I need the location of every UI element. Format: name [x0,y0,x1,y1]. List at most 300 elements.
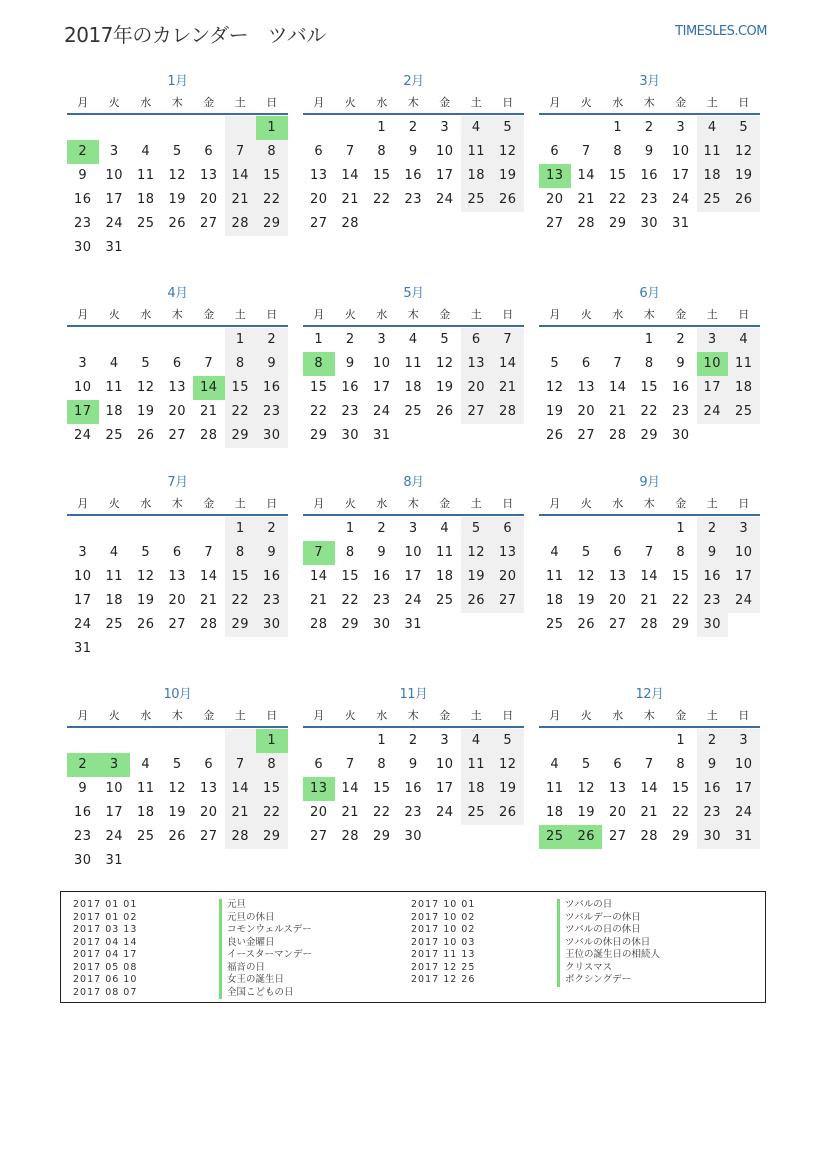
holiday-name: ボクシングデー [557,974,660,987]
weekday-label: 火 [108,308,120,321]
day-cell: 14 [492,352,524,376]
day-cell: 30 [73,853,92,868]
weekday-label: 金 [439,497,451,510]
header-divider [303,514,524,516]
day-grid [303,729,524,849]
day-cell: 28 [577,216,596,231]
holiday-date: 2017 10 02 [411,924,476,935]
holiday-day-cell: 13 [539,164,571,188]
day-cell: 15 [256,777,288,801]
day-cell: 12 [728,140,760,164]
month-name: 5月 [403,286,424,301]
day-cell: 21 [199,593,218,608]
day-cell: 23 [404,805,423,820]
day-cell: 5 [141,545,151,560]
day-cell: 18 [136,192,155,207]
weekday-label: 水 [376,709,388,722]
day-cell: 12 [577,781,596,796]
day-cell: 13 [608,781,627,796]
weekday-label: 木 [643,709,655,722]
day-cell: 16 [671,380,690,395]
empty-day-cell [193,729,225,753]
day-cell: 28 [341,829,360,844]
holiday-legend [60,891,766,1003]
header-divider [539,514,760,516]
day-cell: 2 [676,332,686,347]
day-cell: 6 [172,356,182,371]
legend-column-names-left [219,899,312,999]
weekday-label: 金 [439,709,451,722]
empty-day-cell [99,116,131,140]
weekday-label: 月 [77,709,89,722]
day-cell: 22 [256,188,288,212]
empty-day-cell [539,517,571,541]
month-11 [303,686,524,849]
day-cell: 23 [341,404,360,419]
holiday-date: 2017 01 01 [73,899,138,910]
header-divider [303,113,524,115]
day-cell: 19 [136,404,155,419]
day-cell: 20 [168,593,187,608]
day-cell: 20 [199,805,218,820]
day-cell: 22 [640,404,659,419]
weekday-label: 金 [675,308,687,321]
day-cell: 11 [697,140,729,164]
day-cell: 22 [225,589,257,613]
holiday-date: 2017 04 17 [73,949,138,960]
day-cell: 17 [728,777,760,801]
day-cell: 29 [341,617,360,632]
month-name: 8月 [403,475,424,490]
weekday-label: 火 [108,497,120,510]
day-cell: 18 [728,376,760,400]
day-cell: 29 [640,428,659,443]
day-cell: 24 [435,805,454,820]
holiday-day-cell: 2 [67,753,99,777]
weekday-header [303,305,524,325]
day-cell: 21 [199,404,218,419]
brand-link[interactable]: TIMESLES.COM [675,24,767,39]
weekday-label: 月 [77,96,89,109]
weekday-label: 火 [108,709,120,722]
day-cell: 10 [73,380,92,395]
weekday-label: 水 [376,497,388,510]
day-cell: 19 [492,164,524,188]
holiday-day-cell: 26 [571,825,603,849]
day-cell: 3 [78,356,88,371]
day-cell: 4 [141,144,151,159]
empty-day-cell [99,729,131,753]
weekday-header [303,494,524,514]
weekday-header [67,93,288,113]
day-cell: 4 [728,328,760,352]
day-cell: 23 [404,192,423,207]
empty-day-cell [539,116,571,140]
weekday-label: 火 [580,308,592,321]
weekday-label: 水 [140,308,152,321]
empty-day-cell [67,729,99,753]
day-cell: 15 [256,164,288,188]
day-cell: 29 [225,424,257,448]
day-cell: 27 [199,216,218,231]
day-cell: 14 [225,164,257,188]
empty-day-cell [303,116,335,140]
day-cell: 10 [73,569,92,584]
holiday-date: 2017 10 01 [411,899,476,910]
day-cell: 7 [581,144,591,159]
day-cell: 27 [199,829,218,844]
empty-day-cell [99,328,131,352]
day-cell: 27 [309,829,328,844]
day-grid [67,517,288,661]
day-cell: 21 [492,376,524,400]
day-cell: 2 [377,521,387,536]
day-cell: 7 [345,757,355,772]
day-cell: 7 [492,328,524,352]
day-cell: 15 [608,168,627,183]
day-cell: 19 [492,777,524,801]
day-cell: 24 [404,593,423,608]
day-cell: 1 [314,332,324,347]
day-cell: 13 [168,569,187,584]
day-cell: 8 [225,541,257,565]
day-cell: 13 [199,168,218,183]
day-cell: 24 [671,192,690,207]
day-cell: 30 [640,216,659,231]
weekday-label: 月 [77,497,89,510]
day-cell: 27 [577,428,596,443]
holiday-date: 2017 01 02 [73,911,138,923]
empty-day-cell [193,517,225,541]
day-cell: 20 [461,376,493,400]
day-cell: 17 [671,168,690,183]
holiday-name: ツバルデーの休日 [557,912,660,925]
empty-day-cell [67,328,99,352]
day-cell: 10 [435,757,454,772]
weekday-label: 水 [612,308,624,321]
empty-day-cell [193,116,225,140]
day-cell: 11 [545,569,564,584]
holiday-date: 2017 03 13 [73,924,138,935]
month-name: 7月 [167,475,188,490]
weekday-label: 月 [313,96,325,109]
weekday-label: 月 [549,497,561,510]
legend-column-dates-right [411,899,475,987]
day-cell: 19 [728,164,760,188]
day-cell: 2 [256,328,288,352]
day-cell: 17 [73,593,92,608]
header-divider [67,325,288,327]
day-cell: 16 [341,380,360,395]
day-cell: 17 [697,376,729,400]
day-cell: 15 [671,569,690,584]
day-cell: 6 [204,757,214,772]
day-cell: 13 [577,380,596,395]
day-cell: 28 [492,400,524,424]
day-cell: 16 [73,192,92,207]
day-cell: 22 [256,801,288,825]
day-cell: 9 [676,356,686,371]
day-cell: 11 [105,380,124,395]
day-cell: 24 [105,216,124,231]
day-grid [539,328,760,448]
day-cell: 29 [372,829,391,844]
day-cell: 27 [168,617,187,632]
weekday-label: 月 [313,308,325,321]
day-cell: 8 [377,144,387,159]
weekday-header [67,706,288,726]
day-cell: 31 [671,216,690,231]
weekday-label: 木 [643,96,655,109]
weekday-label: 水 [612,709,624,722]
day-cell: 11 [461,140,493,164]
month-10 [67,686,288,873]
day-cell: 14 [341,168,360,183]
holiday-day-cell: 13 [303,777,335,801]
empty-day-cell [162,328,194,352]
holiday-day-cell: 8 [303,352,335,376]
day-cell: 31 [105,853,124,868]
day-cell: 16 [73,805,92,820]
weekday-label: 水 [140,497,152,510]
weekday-label: 木 [407,308,419,321]
holiday-day-cell: 1 [256,729,288,753]
day-cell: 1 [613,120,623,135]
day-cell: 16 [697,565,729,589]
day-cell: 13 [199,781,218,796]
day-cell: 18 [545,593,564,608]
holiday-date: 2017 04 14 [73,936,138,948]
day-cell: 8 [225,352,257,376]
weekday-label: 日 [738,709,750,722]
day-cell: 5 [728,116,760,140]
day-cell: 29 [309,428,328,443]
weekday-label: 金 [203,709,215,722]
empty-day-cell [130,729,162,753]
weekday-header [67,305,288,325]
empty-day-cell [130,328,162,352]
day-cell: 5 [492,729,524,753]
weekday-label: 火 [344,709,356,722]
empty-day-cell [303,517,335,541]
day-cell: 30 [372,617,391,632]
day-cell: 27 [309,216,328,231]
day-cell: 3 [728,729,760,753]
day-cell: 9 [697,541,729,565]
holiday-name: 全国こどもの日 [219,987,312,1000]
weekday-label: 土 [706,709,718,722]
day-cell: 19 [577,805,596,820]
day-cell: 25 [105,617,124,632]
day-cell: 9 [408,757,418,772]
weekday-label: 金 [675,497,687,510]
day-cell: 22 [341,593,360,608]
weekday-label: 火 [580,96,592,109]
day-cell: 22 [608,192,627,207]
day-cell: 12 [136,380,155,395]
holiday-date: 2017 05 08 [73,961,138,973]
day-cell: 23 [640,192,659,207]
day-cell: 20 [309,805,328,820]
day-cell: 6 [314,757,324,772]
header-divider [539,113,760,115]
holiday-day-cell: 3 [99,753,131,777]
day-cell: 6 [613,545,623,560]
day-cell: 5 [581,545,591,560]
day-cell: 22 [372,192,391,207]
month-name: 10月 [163,687,192,702]
weekday-label: 日 [502,497,514,510]
day-cell: 15 [372,168,391,183]
day-cell: 19 [461,565,493,589]
empty-day-cell [539,729,571,753]
day-cell: 29 [671,617,690,632]
empty-day-cell [602,328,634,352]
day-cell: 19 [136,593,155,608]
day-cell: 20 [492,565,524,589]
day-cell: 9 [644,144,654,159]
day-cell: 3 [408,521,418,536]
holiday-date: 2017 08 07 [73,986,138,998]
day-cell: 26 [492,801,524,825]
day-cell: 2 [256,517,288,541]
day-cell: 17 [105,192,124,207]
day-cell: 14 [225,777,257,801]
day-cell: 30 [256,424,288,448]
day-cell: 25 [461,188,493,212]
day-cell: 14 [608,380,627,395]
day-cell: 10 [105,168,124,183]
day-cell: 9 [408,144,418,159]
empty-day-cell [602,729,634,753]
day-cell: 6 [613,757,623,772]
day-cell: 2 [644,120,654,135]
day-cell: 23 [671,404,690,419]
day-cell: 23 [256,400,288,424]
day-cell: 18 [105,593,124,608]
day-cell: 24 [372,404,391,419]
month-12 [539,686,760,849]
day-cell: 8 [676,757,686,772]
day-cell: 30 [697,825,729,849]
day-grid [303,517,524,637]
holiday-name: クリスマス [557,962,660,975]
day-cell: 20 [545,192,564,207]
weekday-label: 日 [738,308,750,321]
day-cell: 17 [435,168,454,183]
day-cell: 8 [676,545,686,560]
day-cell: 28 [640,829,659,844]
empty-day-cell [130,517,162,541]
day-cell: 22 [309,404,328,419]
day-cell: 6 [461,328,493,352]
month-7 [67,474,288,661]
day-cell: 2 [408,733,418,748]
day-grid [539,517,760,637]
holiday-name: ツバルの休日の休日 [557,937,660,950]
day-cell: 5 [440,332,450,347]
day-cell: 22 [225,400,257,424]
day-cell: 10 [435,144,454,159]
day-cell: 7 [225,753,257,777]
day-cell: 12 [435,356,454,371]
weekday-label: 土 [470,709,482,722]
day-cell: 28 [225,212,257,236]
holiday-name: ツバルの日の休日 [557,924,660,937]
weekday-header [539,706,760,726]
day-cell: 12 [545,380,564,395]
day-cell: 18 [545,805,564,820]
day-cell: 4 [109,545,119,560]
day-cell: 26 [168,216,187,231]
holiday-name: イースターマンデー [219,949,312,962]
month-1 [67,73,288,260]
holiday-date: 2017 12 25 [411,961,476,973]
day-cell: 31 [404,617,423,632]
day-cell: 19 [577,593,596,608]
month-2 [303,73,524,236]
day-cell: 15 [671,781,690,796]
day-cell: 1 [676,733,686,748]
day-cell: 3 [78,545,88,560]
day-cell: 4 [141,757,151,772]
day-cell: 6 [550,144,560,159]
day-cell: 14 [640,781,659,796]
holiday-date: 2017 10 03 [411,936,476,948]
month-name: 1月 [167,74,188,89]
day-grid [67,116,288,260]
day-cell: 19 [168,192,187,207]
weekday-label: 月 [549,96,561,109]
holiday-day-cell: 25 [539,825,571,849]
weekday-label: 水 [612,497,624,510]
header-divider [67,726,288,728]
day-cell: 4 [550,757,560,772]
day-cell: 25 [105,428,124,443]
day-cell: 26 [168,829,187,844]
weekday-label: 日 [266,497,278,510]
day-cell: 29 [256,212,288,236]
day-cell: 18 [461,777,493,801]
day-cell: 9 [78,781,88,796]
legend-column-dates-left [73,899,137,999]
weekday-label: 日 [502,96,514,109]
day-cell: 1 [377,120,387,135]
weekday-label: 土 [234,497,246,510]
day-cell: 21 [640,805,659,820]
day-cell: 5 [172,144,182,159]
holiday-name: 王位の誕生日の相続人 [557,949,660,962]
weekday-label: 日 [502,308,514,321]
weekday-label: 木 [643,308,655,321]
empty-day-cell [162,517,194,541]
header-divider [539,325,760,327]
day-cell: 27 [608,617,627,632]
day-cell: 25 [435,593,454,608]
day-cell: 21 [309,593,328,608]
day-cell: 1 [225,328,257,352]
day-cell: 7 [644,757,654,772]
day-cell: 21 [225,188,257,212]
legend-column-names-right [557,899,660,987]
month-name: 2月 [403,74,424,89]
day-cell: 8 [345,545,355,560]
day-cell: 17 [435,781,454,796]
weekday-label: 水 [140,96,152,109]
day-cell: 14 [640,569,659,584]
day-cell: 3 [728,517,760,541]
month-6 [539,285,760,448]
